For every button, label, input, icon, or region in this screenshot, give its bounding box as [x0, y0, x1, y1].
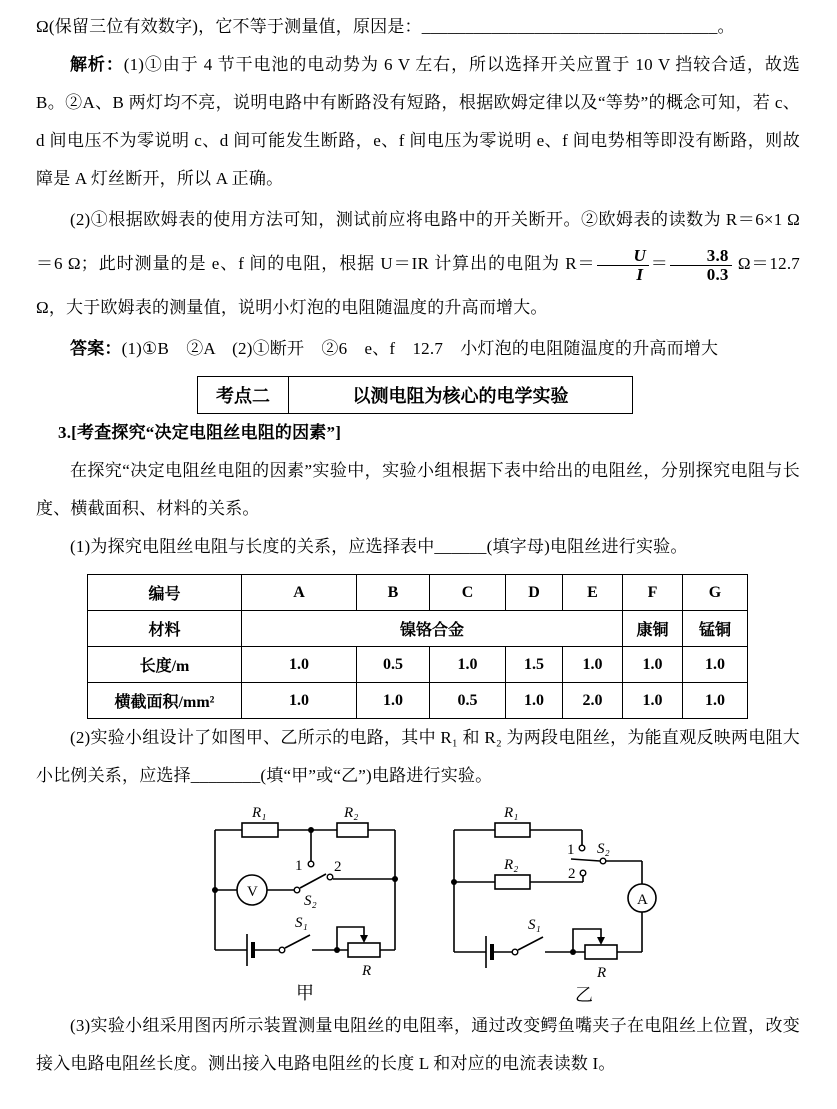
cell-material-g: 锰铜 [683, 611, 748, 647]
table-row-material [88, 611, 748, 647]
circuit-diagram-jia [200, 805, 410, 1007]
analysis-label: 解析： [70, 55, 124, 74]
rheostat-arrow-icon [360, 935, 368, 943]
cell-length-c: 1.0 [430, 647, 506, 683]
figure-yi-caption: 乙 [575, 985, 593, 1005]
contact-2-label: 2 [334, 859, 342, 875]
question-3-intro: 在探究“决定电阻丝电阻的因素”实验中，实验小组根据下表中给出的电阻丝，分别探究电阻与长度、横截面积、材料的关系。 [36, 461, 800, 518]
equals-sign: ＝ [650, 254, 669, 273]
cell-id-d: D [506, 575, 563, 611]
resistor-r2-label: R₂ [344, 805, 359, 821]
contact-2-label: 2 [568, 866, 576, 882]
analysis-text-2-pre: (2)①根据欧姆表的使用方法可知，测试前应将电路中的开关断开。②欧姆表的读数为 R＝6×1 Ω＝6 Ω；此时测量的是 e、f 间的电阻，根据 U＝IR 计算出的电阻为 R＝ [36, 210, 800, 273]
switch-s1-blade-icon [518, 937, 543, 950]
resistor-r1-icon [495, 823, 530, 837]
cell-length-a: 1.0 [242, 647, 357, 683]
cell-area-d: 1.0 [506, 683, 563, 719]
resistance-wire-table [87, 574, 748, 719]
analysis-text-2-post: Ω＝12.7 Ω，大于欧姆表的测量值，说明小灯泡的电阻随温度的升高而增大。 [36, 254, 818, 317]
switch-s2-pivot [600, 858, 606, 864]
resistor-r1-label: R₁ [504, 805, 519, 821]
cell-area-label: 横截面积/mm² [88, 683, 242, 719]
exam-point-badge: 考点二 [198, 377, 289, 413]
contact-2-terminal [580, 870, 586, 876]
switch-s1-label: S₁ [295, 915, 308, 931]
resistor-r2-icon [495, 875, 530, 889]
switch-s2-label: S₂ [597, 841, 610, 857]
switch-s2-pivot [294, 887, 300, 893]
cell-material-label: 材料 [88, 611, 242, 647]
fraction-u-over-i: $\frac{U}{I}$ [597, 247, 649, 284]
cell-material-span: 镍铬合金 [242, 611, 623, 647]
switch-s1-pivot [279, 947, 285, 953]
cell-length-d: 1.5 [506, 647, 563, 683]
switch-s2-blade-icon [300, 874, 326, 888]
cell-area-e: 2.0 [563, 683, 623, 719]
contact-1-terminal [308, 861, 314, 867]
contact-2-terminal [327, 874, 333, 880]
question-fill-line: Ω(保留三位有效数字)，它不等于测量值，原因是：__________________________________。 [36, 17, 735, 36]
cell-id-g: G [683, 575, 748, 611]
cell-area-c: 0.5 [430, 683, 506, 719]
analysis-text-1: (1)①由于 4 节干电池的电动势为 6 V 左右，所以选择开关应置于 10 V 挡较合适，故选 B。②A、B 两灯均不亮，说明电路中有断路没有短路，根据欧姆定律以及“等势”的概念可知，若 c、d 间电压不为零说明 c、d 间可能发生断路，e、f 间电压为零说明 e、f 间电势相等即没有断路，则故障是 A 灯丝断开，所以 A 正确。 [36, 55, 800, 188]
table-row-area [88, 683, 748, 719]
answer-label: 答案： [70, 339, 122, 358]
cell-id-b: B [357, 575, 430, 611]
rheostat-arrow-icon [597, 937, 605, 945]
cell-length-b: 0.5 [357, 647, 430, 683]
switch-s1-blade-icon [285, 935, 310, 948]
cell-id-f: F [623, 575, 683, 611]
cell-area-f: 1.0 [623, 683, 683, 719]
table-row-length [88, 647, 748, 683]
resistor-r2-icon [337, 823, 368, 837]
resistor-r1-label: R₁ [252, 805, 267, 821]
question-3-part3: (3)实验小组采用图丙所示装置测量电阻丝的电阻率，通过改变鳄鱼嘴夹子在电阻丝上位置，改变接入电路电阻丝长度。测出接入电路电阻丝的长度 L 和对应的电流表读数 I。 [36, 1016, 800, 1073]
cell-length-label: 长度/m [88, 647, 242, 683]
answer-text: (1)①B ②A (2)①断开 ②6 e、f 12.7 小灯泡的电阻随温度的升高而增大 [121, 339, 719, 358]
switch-s2-blade-icon [571, 859, 600, 861]
voltmeter-label: V [247, 884, 258, 900]
exam-point-banner [197, 376, 633, 414]
answer-paragraph [36, 330, 800, 368]
contact-1-label: 1 [567, 842, 575, 858]
cell-area-a: 1.0 [242, 683, 357, 719]
fraction-3p8-over-0p3: $\frac{3.8}{0.3}$ [670, 247, 732, 284]
rheostat-label: R [362, 963, 372, 979]
cell-id-label: 编号 [88, 575, 242, 611]
switch-s1-label: S₁ [528, 917, 541, 933]
rheostat-label: R [597, 965, 607, 981]
cell-length-e: 1.0 [563, 647, 623, 683]
contact-1-label: 1 [295, 858, 303, 874]
wire [606, 861, 642, 884]
resistor-r1-icon [242, 823, 278, 837]
contact-1-terminal [579, 845, 585, 851]
cell-length-f: 1.0 [623, 647, 683, 683]
question-3-part2: (2)实验小组设计了如图甲、乙所示的电路，其中 R₁ 和 R₂ 为两段电阻丝，为能直观反映两电阻大小比例关系，应选择________(填“甲”或“乙”)电路进行实验。 [36, 728, 800, 785]
switch-s1-pivot [512, 949, 518, 955]
analysis-paragraph-2 [36, 198, 818, 330]
cell-id-a: A [242, 575, 357, 611]
question-3-heading: 3.[考查探究“决定电阻丝电阻的因素”] [58, 423, 342, 442]
rheostat-body-icon [585, 945, 617, 959]
circuit-figures [200, 805, 800, 1007]
cell-id-e: E [563, 575, 623, 611]
cell-id-c: C [430, 575, 506, 611]
table-row-id [88, 575, 748, 611]
question-3-part1: (1)为探究电阻丝电阻与长度的关系，应选择表中______(填字母)电阻丝进行实验。 [70, 537, 688, 556]
cell-length-g: 1.0 [683, 647, 748, 683]
ammeter-label: A [637, 892, 648, 908]
switch-s2-label: S₂ [304, 893, 317, 909]
figure-jia-caption: 甲 [296, 983, 314, 1003]
exam-point-title: 以测电阻为核心的电学实验 [352, 386, 569, 406]
cell-area-g: 1.0 [683, 683, 748, 719]
resistor-r2-label: R₂ [504, 857, 519, 873]
cell-area-b: 1.0 [357, 683, 430, 719]
rheostat-body-icon [348, 943, 380, 957]
analysis-paragraph-1 [36, 46, 800, 198]
junction-dot [392, 876, 398, 882]
cell-material-f: 康铜 [623, 611, 683, 647]
circuit-diagram-yi [445, 805, 660, 1007]
